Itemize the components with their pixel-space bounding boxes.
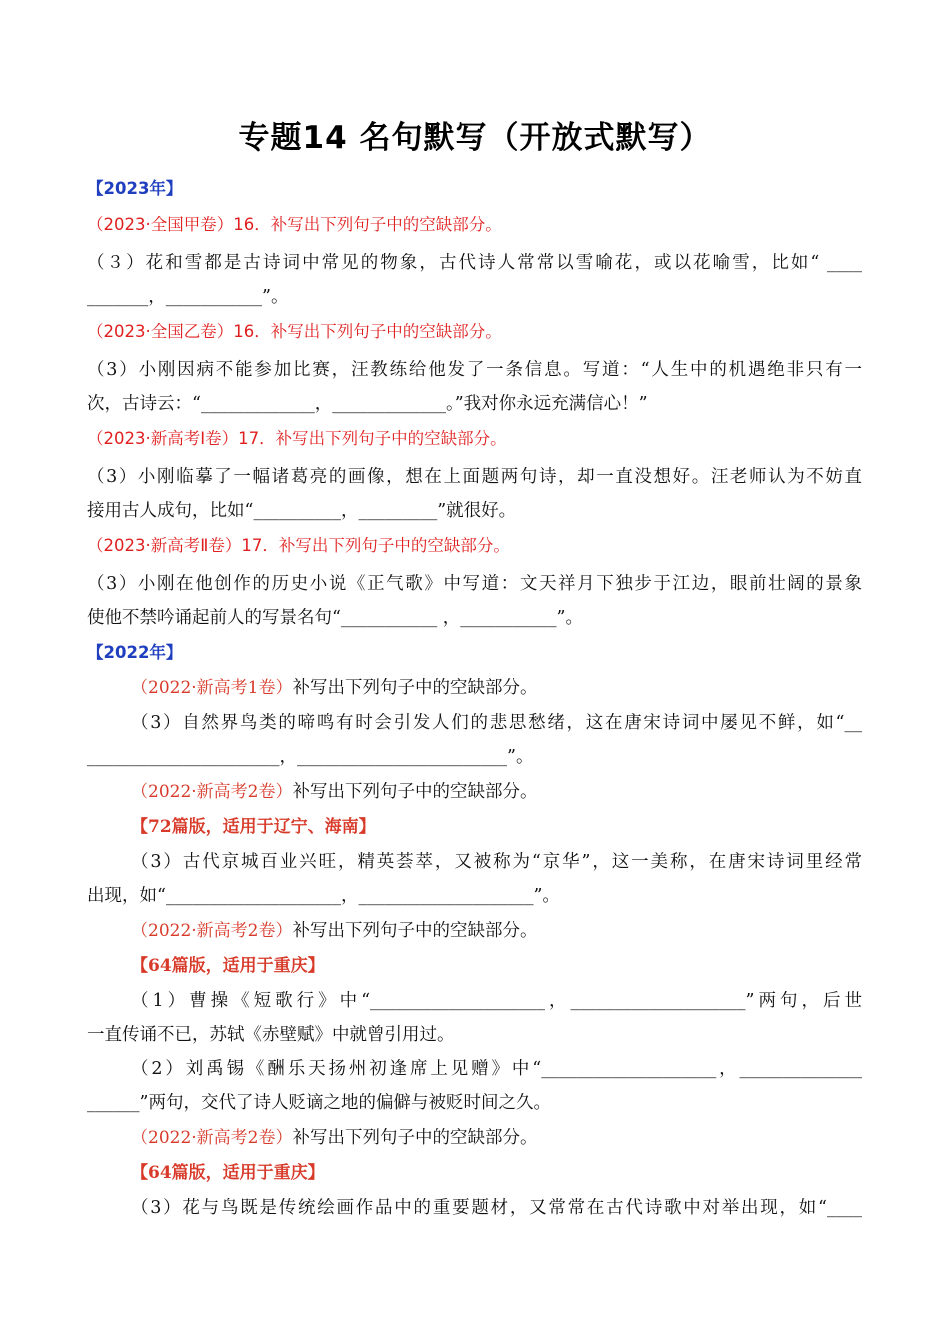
question-source: （2022·新高考2卷） (131, 1128, 293, 1148)
question-text: （2）刘禹锡《酬乐天扬州初逢席上见赠》中“____________________，______________ (131, 1059, 862, 1079)
question-source: （2022·新高考2卷） (131, 782, 293, 802)
question-text: （3）小刚临摹了一幅诸葛亮的画像，想在上面题两句诗，却一直没想好。汪老师认为不妨直 (87, 467, 862, 487)
question-text: （1）曹操《短歌行》中“____________________，____________________”两句，后世 (131, 991, 862, 1011)
question-text: 次，古诗云：“_____________，_____________。”我对你永远充满信心！” (87, 394, 648, 414)
year-heading-2023: 【2023年】 (87, 179, 183, 198)
edition-note: 【64篇版，适用于重庆】 (131, 956, 325, 976)
question-source: （2023·新高考Ⅰ卷）17．补写出下列句子中的空缺部分。 (87, 429, 507, 448)
question-text: （3）小刚因病不能参加比赛，汪教练给他发了一条信息。写道：“人生中的机遇绝非只有一 (87, 360, 862, 380)
year-heading-2022: 【2022年】 (87, 643, 183, 662)
question-source: （2022·新高考1卷） (131, 678, 293, 698)
question-source: （2023·全国甲卷）16．补写出下列句子中的空缺部分。 (87, 215, 502, 234)
question-source-line (131, 676, 906, 700)
question-source-line (131, 919, 906, 943)
question-source-line (131, 780, 906, 804)
question-source: （2023·全国乙卷）16．补写出下列句子中的空缺部分。 (87, 322, 502, 341)
question-instruction: 补写出下列句子中的空缺部分。 (292, 782, 538, 802)
edition-note: 【64篇版，适用于重庆】 (131, 1163, 325, 1183)
question-source-line (131, 1126, 906, 1150)
question-text: （3）古代京城百业兴旺，精英荟萃，又被称为“京华”，这一美称，在唐宋诗词里经常 (131, 852, 862, 872)
question-text: 出现，如“____________________，____________________”。 (87, 886, 560, 906)
question-instruction: 补写出下列句子中的空缺部分。 (292, 678, 538, 698)
question-source: （2022·新高考2卷） (131, 921, 293, 941)
question-text: （3）花与鸟既是传统绘画作品中的重要题材，又常常在古代诗歌中对举出现，如“____ (131, 1198, 862, 1218)
question-text: （3）自然界鸟类的啼鸣有时会引发人们的悲思愁绪，这在唐宋诗词中屡见不鲜，如“__ (131, 713, 862, 733)
question-instruction: 补写出下列句子中的空缺部分。 (292, 921, 538, 941)
question-source: （2023·新高考Ⅱ卷）17．补写出下列句子中的空缺部分。 (87, 536, 510, 555)
question-text: 一直传诵不已，苏轼《赤壁赋》中就曾引用过。 (87, 1025, 455, 1045)
page-title: 专题14 名句默写（开放式默写） (238, 120, 712, 156)
question-instruction: 补写出下列句子中的空缺部分。 (292, 1128, 538, 1148)
question-text: （3）小刚在他创作的历史小说《正气歌》中写道：文天祥月下独步于江边，眼前壮阔的景象 (87, 574, 862, 594)
question-text: ______”两句，交代了诗人贬谪之地的偏僻与被贬时间之久。 (87, 1093, 551, 1113)
question-text: _______，___________”。 (87, 287, 289, 307)
question-text: （３）花和雪都是古诗词中常见的物象，古代诗人常常以雪喻花，或以花喻雪，比如“ ____ (87, 253, 862, 273)
edition-note: 【72篇版，适用于辽宁、海南】 (131, 817, 376, 837)
question-text: 接用古人成句，比如“__________，_________”就很好。 (87, 501, 517, 521)
question-text: ______________________，________________________”。 (87, 747, 534, 767)
question-text: 使他不禁吟诵起前人的写景名句“___________ ，___________”。 (87, 608, 583, 628)
